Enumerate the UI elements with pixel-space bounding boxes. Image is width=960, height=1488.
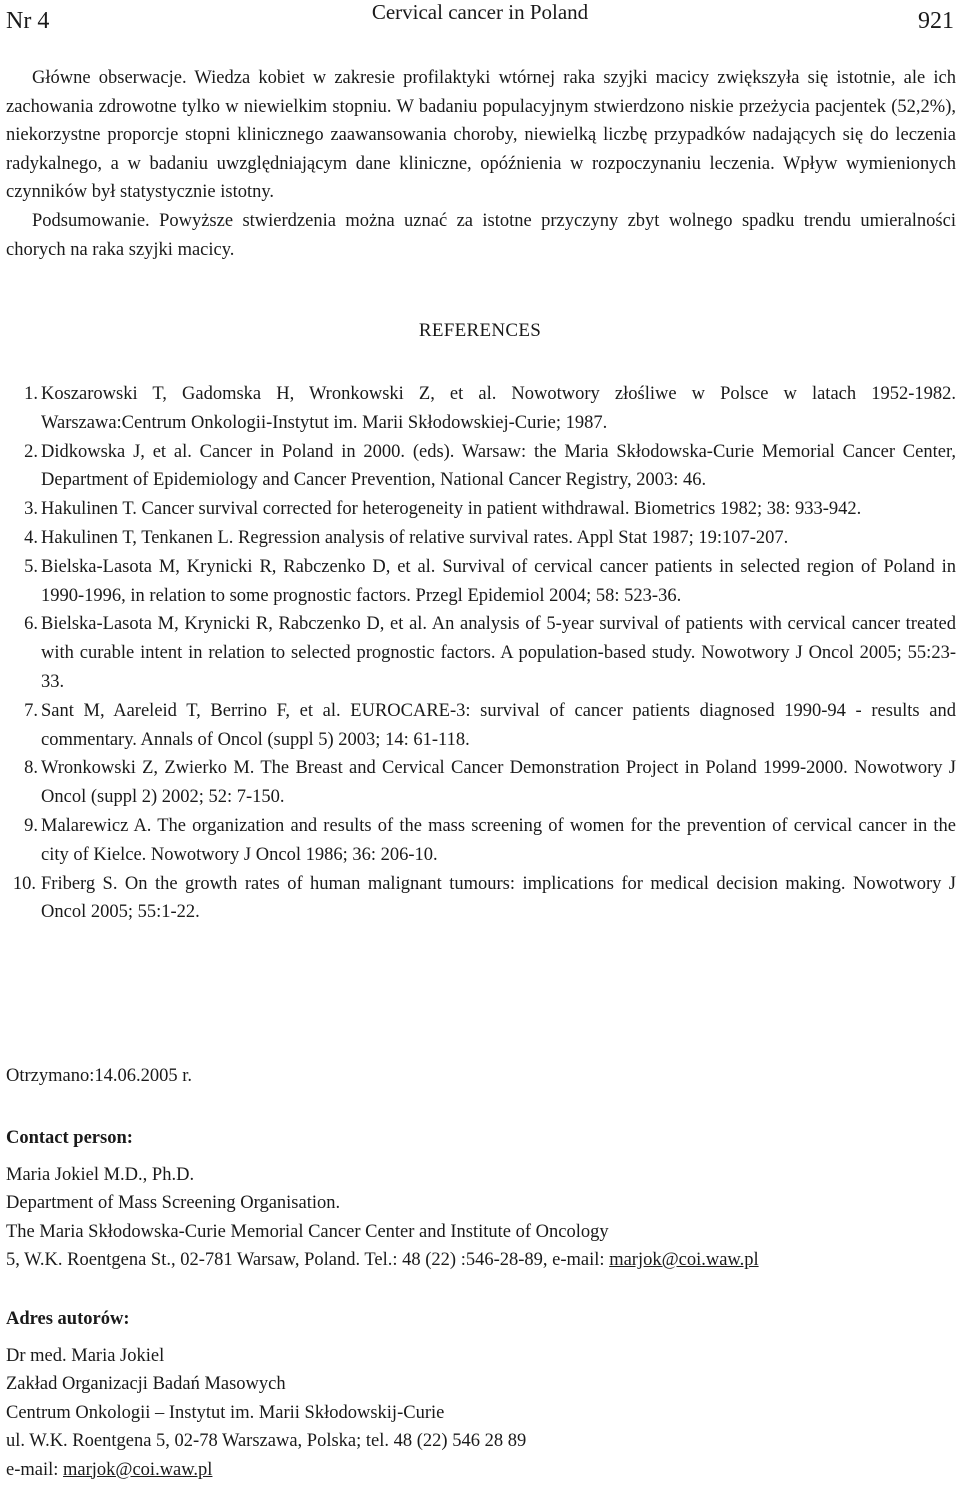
contact-block	[6, 1124, 759, 1275]
reference-item	[8, 812, 956, 870]
reference-item	[8, 524, 956, 553]
authors-email-line	[6, 1456, 526, 1485]
abstract-paragraph: Główne obserwacje. Wiedza kobiet w zakresie profilaktyki wtórnej raka szyjki macicy zwiększyła się istotnie, ale ich zachowania zdrowotne tylko w niewielkim stopniu. W badaniu populacyjnym stwierdzono niskie przeżycia pacjentek (52,2%), niekorzystne proporcje stopni klinicznego zaawansowania choroby, niewielką liczbę przypadków nadających się do leczenia radykalnego, a w badaniu uwzględniającym dane kliniczne, opóźnienia w rozpoczynaniu leczenia. Wpływ wymienionych czynników był statystycznie istotny.	[6, 68, 956, 203]
reference-item	[8, 380, 956, 438]
reference-text: Hakulinen T. Cancer survival corrected for heterogeneity in patient withdrawal. Biometrics 1982; 38: 933-942.	[41, 499, 862, 520]
reference-item	[8, 754, 956, 812]
reference-item	[8, 438, 956, 496]
contact-name: Maria Jokiel M.D., Ph.D.	[6, 1164, 195, 1185]
reference-number: 4.	[24, 527, 38, 548]
issue-number: Nr 4	[6, 8, 50, 34]
reference-number: 3.	[24, 499, 38, 520]
authors-email-link[interactable]: marjok@coi.waw.pl	[63, 1459, 213, 1480]
reference-text: Sant M, Aareleid T, Berrino F, et al. EUROCARE-3: survival of cancer patients diagnosed 1990-94 - results and commentary. Annals of Oncol (suppl 5) 2003; 14: 61-118.	[41, 700, 956, 750]
contact-email-link[interactable]: marjok@coi.waw.pl	[609, 1250, 759, 1270]
reference-number: 7.	[24, 700, 38, 721]
references-list	[8, 380, 956, 927]
reference-text: Hakulinen T, Tenkanen L. Regression analysis of relative survival rates. Appl Stat 1987; 19:107-207.	[41, 527, 789, 548]
reference-item	[8, 610, 956, 696]
authors-institution: Centrum Onkologii – Instytut im. Marii Skłodowskij-Curie	[6, 1402, 445, 1423]
reference-text: Wronkowski Z, Zwierko M. The Breast and Cervical Cancer Demonstration Project in Poland 1999-2000. Nowotwory J Oncol (suppl 2) 2002; 52: 7-150.	[41, 758, 956, 808]
received-date: Otrzymano:14.06.2005 r.	[6, 1066, 193, 1086]
running-title: Cervical cancer in Poland	[371, 0, 589, 24]
contact-title: Contact person:	[6, 1128, 133, 1148]
reference-text: Koszarowski T, Gadomska H, Wronkowski Z, et al. Nowotwory złośliwe w Polsce w latach 1952-1982. Warszawa:Centrum Onkologii-Instytut im. Marii Skłodowskiej-Curie; 1987.	[41, 384, 956, 433]
contact-address-line	[6, 1246, 759, 1275]
reference-item	[8, 697, 956, 755]
reference-number: 9.	[24, 815, 38, 836]
reference-text: Bielska-Lasota M, Krynicki R, Rabczenko D, et al. Survival of cervical cancer patients in selected region of Poland in 1990-1996, in relation to some prognostic factors. Przegl Epidemiol 2004; 58: 523-36.	[41, 556, 956, 606]
reference-number: 2.	[24, 441, 38, 462]
reference-number: 10.	[12, 873, 36, 894]
references-heading: REFERENCES	[418, 320, 542, 341]
authors-name: Dr med. Maria Jokiel	[6, 1345, 165, 1366]
reference-number: 5.	[24, 556, 38, 577]
reference-text: Bielska-Lasota M, Krynicki R, Rabczenko D, et al. An analysis of 5-year survival of patients with cervical cancer treated with curable intent in relation to selected prognostic factors. A population-based study. Nowotwory J Oncol 2005; 55:23-33.	[41, 614, 956, 692]
contact-institution: The Maria Skłodowska-Curie Memorial Cancer Center and Institute of Oncology	[6, 1221, 609, 1242]
reference-text: Malarewicz A. The organization and results of the mass screening of women for the prevention of cervical cancer in the city of Kielce. Nowotwory J Oncol 1986; 36: 206-10.	[41, 815, 956, 865]
authors-block	[6, 1305, 526, 1484]
reference-number: 6.	[24, 614, 38, 635]
reference-item	[8, 870, 956, 928]
reference-text: Didkowska J, et al. Cancer in Poland in 2000. (eds). Warsaw: the Maria Skłodowska-Curie Memorial Cancer Center, Department of Epidemiology and Cancer Prevention, National Cancer Registry, 2003: 46.	[41, 441, 956, 491]
authors-department: Zakład Organizacji Badań Masowych	[6, 1374, 286, 1394]
reference-number: 8.	[24, 758, 38, 779]
reference-item	[8, 553, 956, 611]
contact-address: 5, W.K. Roentgena St., 02-781 Warsaw, Poland. Tel.: 48 (22) :546-28-89, e-mail:	[6, 1250, 610, 1270]
authors-email-label: e-mail:	[6, 1459, 64, 1480]
contact-department: Department of Mass Screening Organisation.	[6, 1193, 341, 1213]
authors-title: Adres autorów:	[6, 1309, 130, 1329]
abstract-paragraph: Podsumowanie. Powyższe stwierdzenia można uznać za istotne przyczyny zbyt wolnego spadku trendu umieralności chorych na raka szyjki macicy.	[6, 210, 956, 260]
reference-text: Friberg S. On the growth rates of human malignant tumours: implications for medical decision making. Nowotwory J Oncol 2005; 55:1-22.	[41, 873, 956, 923]
page-number: 921	[918, 8, 954, 34]
authors-address: ul. W.K. Roentgena 5, 02-78 Warszawa, Polska; tel. 48 (22) 546 28 89	[6, 1431, 527, 1451]
abstract	[6, 64, 956, 264]
reference-number: 1.	[24, 384, 38, 404]
page-header	[0, 0, 960, 40]
reference-item	[8, 495, 956, 524]
